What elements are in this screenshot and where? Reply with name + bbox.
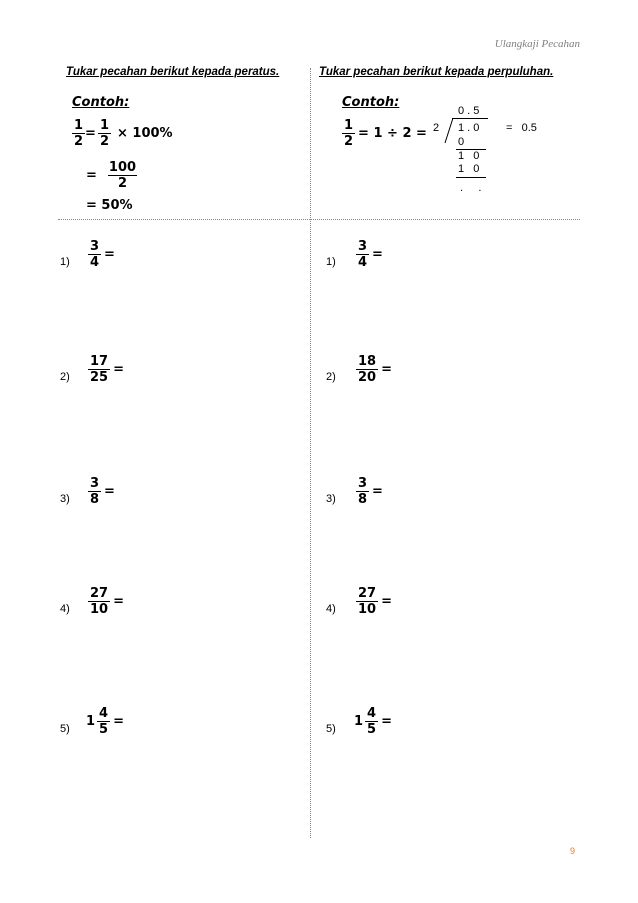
- fraction: [88, 354, 110, 385]
- equals-sign: =: [113, 594, 124, 609]
- question-number: 4): [60, 603, 70, 615]
- division-dividend: 1 . 0: [458, 122, 480, 134]
- numerator: 4: [99, 706, 109, 721]
- fraction: $\frac{1}{2}$: [74, 118, 84, 149]
- division-step1: 0: [458, 136, 465, 148]
- example-divider: [58, 219, 580, 220]
- equals-sign: =: [381, 362, 392, 377]
- denominator: 5: [99, 722, 109, 737]
- left-example-line3: = 50%: [86, 198, 133, 213]
- question-expression: [354, 706, 392, 737]
- numerator: 3: [358, 476, 368, 491]
- denominator: 25: [90, 370, 109, 385]
- fraction: $\frac{1}{2}$: [344, 118, 354, 149]
- question-expression: [354, 239, 383, 270]
- division-result: = 0.5: [506, 122, 537, 134]
- left-example-line1: $\frac{1}{2}$ = $\frac{1}{2}$ × 100%: [74, 118, 173, 149]
- fraction: [356, 476, 369, 507]
- question-number: 1): [326, 256, 336, 268]
- numerator: 17: [90, 354, 109, 369]
- fraction: $\frac{100}{2}$: [108, 160, 137, 191]
- page-number: 9: [569, 846, 575, 856]
- numerator: 3: [90, 239, 100, 254]
- equals-sign: =: [381, 714, 392, 729]
- division-step2: 1 0: [458, 150, 480, 162]
- numerator: 27: [90, 586, 109, 601]
- left-instruction: Tukar pecahan berikut kepada peratus.: [66, 66, 280, 78]
- question-expression: [354, 586, 392, 617]
- denominator: 8: [358, 492, 368, 507]
- right-example-line: $\frac{1}{2}$ = 1 ÷ 2 =: [344, 118, 427, 149]
- equals-sign: =: [113, 362, 124, 377]
- denominator: 5: [367, 722, 377, 737]
- numerator: 3: [358, 239, 368, 254]
- question-expression: [86, 239, 115, 270]
- question-expression: [86, 476, 115, 507]
- left-example-label: Contoh:: [72, 95, 130, 110]
- question-number: 2): [326, 371, 336, 383]
- denominator: 4: [358, 255, 368, 270]
- question-expression: [86, 586, 124, 617]
- question-number: 5): [60, 723, 70, 735]
- fraction: [365, 706, 378, 737]
- question-number: 3): [60, 493, 70, 505]
- denominator: 10: [90, 602, 109, 617]
- numerator: 3: [90, 476, 100, 491]
- whole-number: 1: [354, 714, 364, 729]
- numerator: 4: [367, 706, 377, 721]
- whole-number: 1: [86, 714, 96, 729]
- division-quotient: 0 . 5: [458, 105, 480, 117]
- division-bar: [452, 118, 488, 119]
- fraction: [97, 706, 110, 737]
- right-instruction: Tukar pecahan berikut kepada perpuluhan.: [319, 66, 554, 78]
- question-number: 3): [326, 493, 336, 505]
- division-line: [456, 177, 486, 178]
- division-remainder: . .: [460, 182, 482, 194]
- equals-sign: =: [372, 247, 383, 262]
- fraction: [356, 586, 378, 617]
- numerator: 18: [358, 354, 377, 369]
- question-number: 2): [60, 371, 70, 383]
- question-number: 1): [60, 256, 70, 268]
- denominator: 20: [358, 370, 377, 385]
- division-bracket: [443, 117, 455, 145]
- left-example-line2: = $\frac{100}{2}$: [86, 160, 137, 191]
- equals-sign: =: [104, 247, 115, 262]
- fraction: [356, 354, 378, 385]
- numerator: 27: [358, 586, 377, 601]
- header-title: Ulangkaji Pecahan: [494, 38, 580, 50]
- division-step3: 1 0: [458, 163, 480, 175]
- equals-sign: =: [104, 484, 115, 499]
- equals-sign: =: [381, 594, 392, 609]
- question-number: 4): [326, 603, 336, 615]
- division-divisor: 2: [433, 122, 440, 134]
- fraction: [88, 239, 101, 270]
- fraction: $\frac{1}{2}$: [99, 118, 109, 149]
- column-divider: [310, 68, 311, 838]
- question-expression: [354, 476, 383, 507]
- question-expression: [86, 354, 124, 385]
- denominator: 4: [90, 255, 100, 270]
- fraction: [356, 239, 369, 270]
- denominator: 10: [358, 602, 377, 617]
- fraction: [88, 586, 110, 617]
- right-example-label: Contoh:: [342, 95, 400, 110]
- fraction: [88, 476, 101, 507]
- question-number: 5): [326, 723, 336, 735]
- equals-sign: =: [372, 484, 383, 499]
- equals-sign: =: [113, 714, 124, 729]
- question-expression: [354, 354, 392, 385]
- denominator: 8: [90, 492, 100, 507]
- question-expression: [86, 706, 124, 737]
